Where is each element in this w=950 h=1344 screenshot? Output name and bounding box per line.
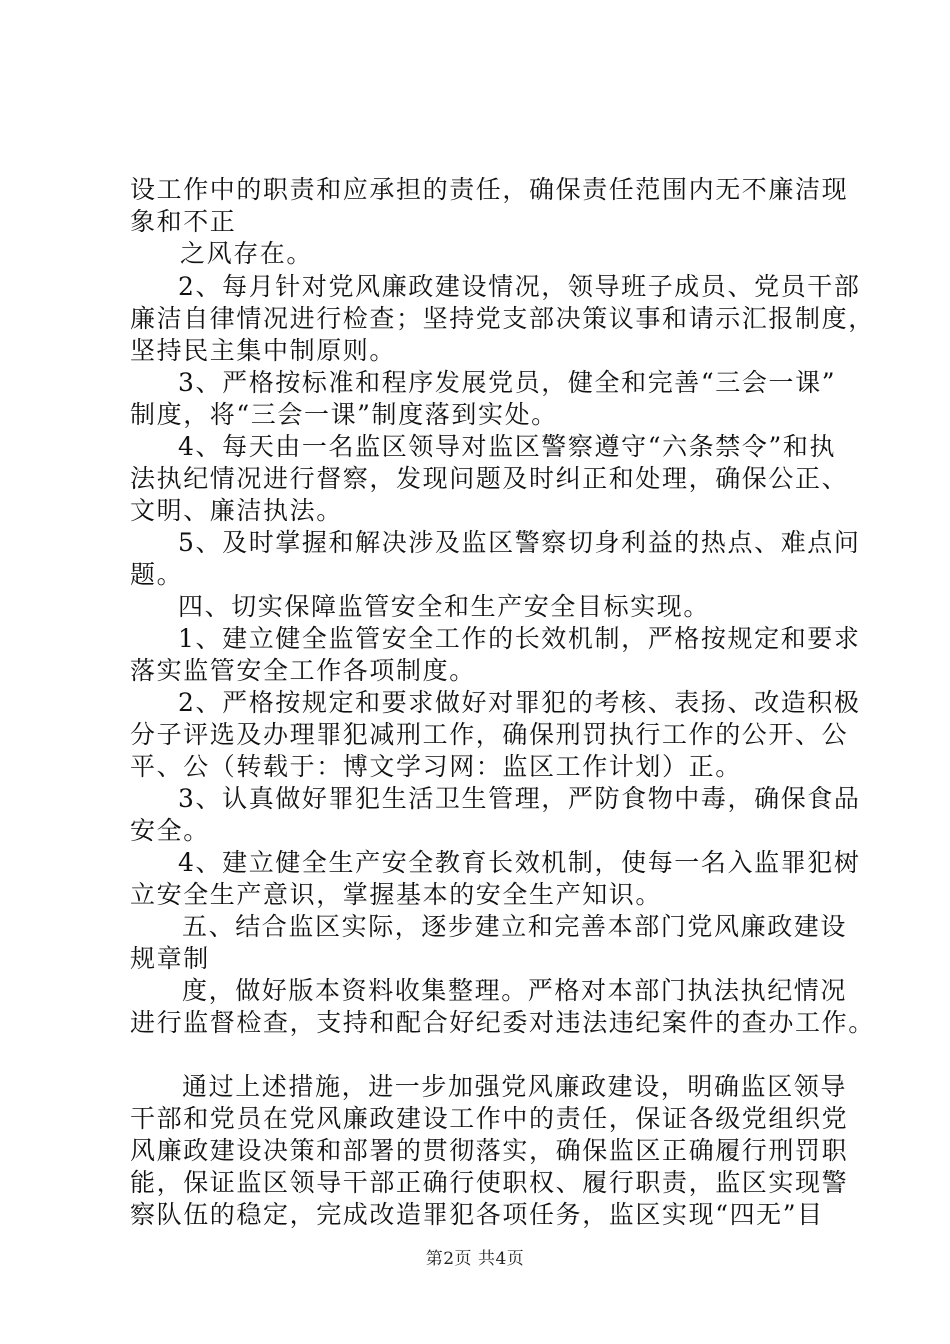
text-line: 平、公（转载于：博文学习网：监区工作计划）正。 bbox=[130, 752, 742, 781]
text-line: 4、每天由一名监区领导对监区警察遵守“六条禁令”和执 bbox=[178, 432, 837, 461]
text-line: 进行监督检查，支持和配合好纪委对违法违纪案件的查办工作。 bbox=[130, 1008, 875, 1037]
text-line: 象和不正 bbox=[130, 207, 237, 236]
text-line: 廉洁自律情况进行检查；坚持党支部决策议事和请示汇报制度， bbox=[130, 304, 875, 333]
text-line: 5、及时掌握和解决涉及监区警察切身利益的热点、难点问 bbox=[178, 528, 861, 557]
text-line: 4、建立健全生产安全教育长效机制，使每一名入监罪犯树 bbox=[178, 848, 861, 877]
text-line: 法执纪情况进行督察，发现问题及时纠正和处理，确保公正、 bbox=[130, 464, 849, 493]
text-line: 2、每月针对党风廉政建设情况，领导班子成员、党员干部 bbox=[178, 272, 861, 301]
text-line: 题。 bbox=[130, 560, 184, 589]
text-line: 设工作中的职责和应承担的责任，确保责任范围内无不廉洁现 bbox=[130, 175, 849, 204]
text-line: 坚持民主集中制原则。 bbox=[130, 336, 397, 365]
text-line: 2、严格按规定和要求做好对罪犯的考核、表扬、改造积极 bbox=[178, 688, 861, 717]
text-line: 1、建立健全监管安全工作的长效机制，严格按规定和要求 bbox=[178, 624, 861, 653]
text-line: 度，做好版本资料收集整理。严格对本部门执法执纪情况 bbox=[182, 976, 848, 1005]
section-heading: 四、切实保障监管安全和生产安全目标实现。 bbox=[178, 592, 711, 621]
text-line: 分子评选及办理罪犯减刑工作，确保刑罚执行工作的公开、公 bbox=[130, 720, 849, 749]
text-line: 风廉政建设决策和部署的贯彻落实，确保监区正确履行刑罚职 bbox=[130, 1136, 849, 1165]
page-number-footer: 第2页 共4页 bbox=[425, 1249, 525, 1269]
text-line: 通过上述措施，进一步加强党风廉政建设，明确监区领导 bbox=[182, 1072, 848, 1101]
text-line: 制度，将“三会一课”制度落到实处。 bbox=[130, 400, 558, 429]
text-line: 安全。 bbox=[130, 816, 210, 845]
text-line: 规章制 bbox=[130, 944, 210, 973]
text-line: 文明、廉洁执法。 bbox=[130, 496, 343, 525]
text-line: 立安全生产意识，掌握基本的安全生产知识。 bbox=[130, 880, 663, 909]
text-line: 干部和党员在党风廉政建设工作中的责任，保证各级党组织党 bbox=[130, 1104, 849, 1133]
section-heading: 五、结合监区实际，逐步建立和完善本部门党风廉政建设 bbox=[182, 912, 848, 941]
text-line: 察队伍的稳定，完成改造罪犯各项任务，监区实现“四无”目 bbox=[130, 1200, 824, 1229]
text-line: 之风存在。 bbox=[180, 239, 314, 268]
text-line: 落实监管安全工作各项制度。 bbox=[130, 656, 476, 685]
text-line: 能，保证监区领导干部正确行使职权、履行职责，监区实现警 bbox=[130, 1168, 849, 1197]
text-line: 3、严格按标准和程序发展党员，健全和完善“三会一课” bbox=[178, 368, 837, 397]
text-line: 3、认真做好罪犯生活卫生管理，严防食物中毒，确保食品 bbox=[178, 784, 861, 813]
